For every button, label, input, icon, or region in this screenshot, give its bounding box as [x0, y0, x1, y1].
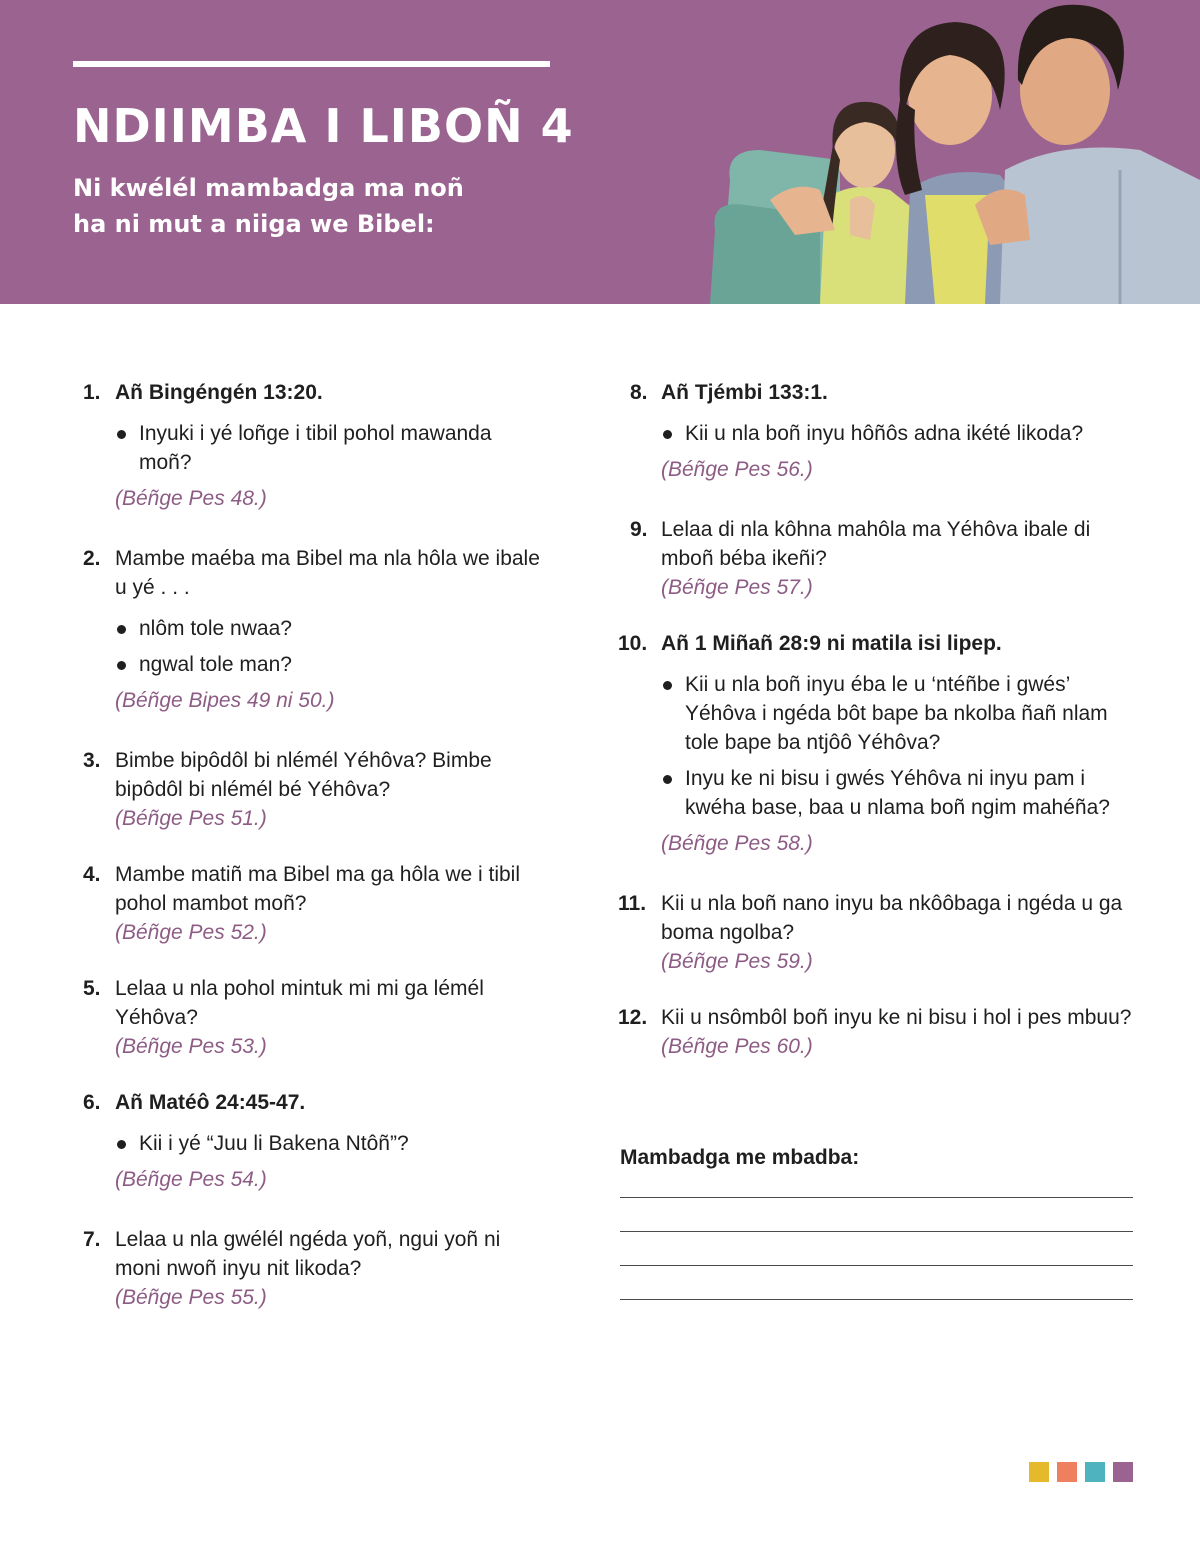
question-1: [83, 378, 543, 513]
bullet-icon: [117, 661, 126, 670]
notes-label: Mambadga me mbadba:: [620, 1146, 860, 1169]
question-text: Lelaa u nla gwélél ngéda yoñ, ngui yoñ ni moni nwoñ inyu nit likoda?: [115, 1228, 501, 1280]
question-text: Kii u nla boñ nano inyu ba nkôôbaga i ngéda u ga boma ngolba?: [661, 892, 1123, 944]
question-text: Añ Matéô 24:45-47.: [115, 1091, 306, 1114]
question-12: [618, 1003, 1138, 1061]
bullet-item: Kii u nla boñ inyu éba le u ‘ntéñbe i gwés’ Yéhôva i ngéda bôt bape ba nkolba ñañ nlam tole bape ba ntjôô Yéhôva?: [661, 670, 1138, 757]
questions-right-column: [618, 378, 1138, 1061]
note-line[interactable]: [620, 1231, 1133, 1232]
question-number: 12.: [618, 1006, 648, 1029]
question-text: Mambe matiñ ma Bibel ma ga hôla we i tibil pohol mambot moñ?: [115, 863, 521, 915]
bullet-icon: [117, 430, 126, 439]
color-square-orange: [1057, 1462, 1077, 1482]
bullet-item: Inyuki i yé loñge i tibil pohol mawanda moñ?: [115, 419, 543, 477]
bullet-list: [661, 670, 1138, 822]
question-number: 8.: [630, 381, 648, 404]
question-number: 4.: [83, 863, 101, 886]
question-2: [83, 544, 543, 715]
question-text: Añ 1 Miñañ 28:9 ni matila isi lipep.: [661, 632, 1002, 655]
question-number: 6.: [83, 1091, 101, 1114]
bullet-list: [115, 614, 543, 679]
question-9: [618, 515, 1138, 602]
question-number: 9.: [630, 518, 648, 541]
question-6: [83, 1088, 543, 1194]
page-subtitle: Ni kwélél mambadga ma noñ ha ni mut a niiga we Bibel:: [73, 174, 464, 238]
page-reference: (Béñge Pes 54.): [115, 1168, 267, 1191]
note-line[interactable]: [620, 1299, 1133, 1300]
page-reference: (Béñge Pes 55.): [115, 1286, 267, 1309]
bullet-item: Inyu ke ni bisu i gwés Yéhôva ni inyu pam i kwéha base, baa u nlama boñ ngim mahéña?: [661, 764, 1138, 822]
bullet-icon: [117, 625, 126, 634]
bullet-item: nlôm tole nwaa?: [115, 614, 543, 643]
family-praying-illustration: [700, 0, 1200, 304]
question-4: [83, 860, 543, 947]
page-reference: (Béñge Pes 58.): [661, 832, 813, 855]
question-number: 10.: [618, 632, 648, 655]
question-text: Lelaa di nla kôhna mahôla ma Yéhôva ibale di mboñ béba ikeñi?: [661, 518, 1091, 570]
page-reference: (Béñge Pes 52.): [115, 921, 267, 944]
page-reference: (Béñge Pes 51.): [115, 807, 267, 830]
question-text: Añ Bingéngén 13:20.: [115, 381, 323, 404]
color-square-teal: [1085, 1462, 1105, 1482]
page-reference: (Béñge Pes 57.): [661, 576, 813, 599]
question-10: [618, 629, 1138, 858]
page-reference: (Béñge Pes 59.): [661, 950, 813, 973]
question-text: Kii u nsômbôl boñ inyu ke ni bisu i hol i pes mbuu?: [661, 1006, 1132, 1029]
page-reference: (Béñge Pes 48.): [115, 487, 267, 510]
page-reference: (Béñge Pes 56.): [661, 458, 813, 481]
page-reference: (Béñge Pes 60.): [661, 1035, 813, 1058]
color-square-purple: [1113, 1462, 1133, 1482]
bullet-icon: [663, 775, 672, 784]
note-line[interactable]: [620, 1265, 1133, 1266]
question-text: Bimbe bipôdôl bi nlémél Yéhôva? Bimbe bipôdôl bi nlémél bé Yéhôva?: [115, 749, 492, 801]
question-number: 5.: [83, 977, 101, 1000]
page-reference: (Béñge Bipes 49 ni 50.): [115, 689, 335, 712]
question-number: 7.: [83, 1228, 101, 1251]
question-number: 1.: [83, 381, 101, 404]
bullet-icon: [663, 430, 672, 439]
question-number: 2.: [83, 547, 101, 570]
bullet-item: ngwal tole man?: [115, 650, 543, 679]
question-number: 3.: [83, 749, 101, 772]
bullet-icon: [117, 1140, 126, 1149]
question-number: 11.: [618, 892, 647, 915]
bullet-icon: [663, 681, 672, 690]
question-7: [83, 1225, 543, 1312]
color-square-yellow: [1029, 1462, 1049, 1482]
bullet-list: [115, 419, 543, 477]
question-11: [618, 889, 1138, 976]
page-title: NDIIMBA I LIBOÑ 4: [73, 99, 574, 153]
question-5: [83, 974, 543, 1061]
bullet-list: [661, 419, 1138, 448]
bullet-list: [115, 1129, 543, 1158]
bullet-item: Kii u nla boñ inyu hôñôs adna ikété likoda?: [661, 419, 1138, 448]
page-reference: (Béñge Pes 53.): [115, 1035, 267, 1058]
question-text: Lelaa u nla pohol mintuk mi mi ga lémél Yéhôva?: [115, 977, 484, 1029]
question-8: [618, 378, 1138, 484]
questions-left-column: [83, 378, 543, 1312]
question-text: Añ Tjémbi 133:1.: [661, 381, 828, 404]
question-3: [83, 746, 543, 833]
header-banner: [0, 0, 1200, 304]
header-rule: [73, 61, 550, 67]
note-line[interactable]: [620, 1197, 1133, 1198]
question-text: Mambe maéba ma Bibel ma nla hôla we ibale u yé . . .: [115, 547, 540, 599]
bullet-item: Kii i yé “Juu li Bakena Ntôñ”?: [115, 1129, 543, 1158]
